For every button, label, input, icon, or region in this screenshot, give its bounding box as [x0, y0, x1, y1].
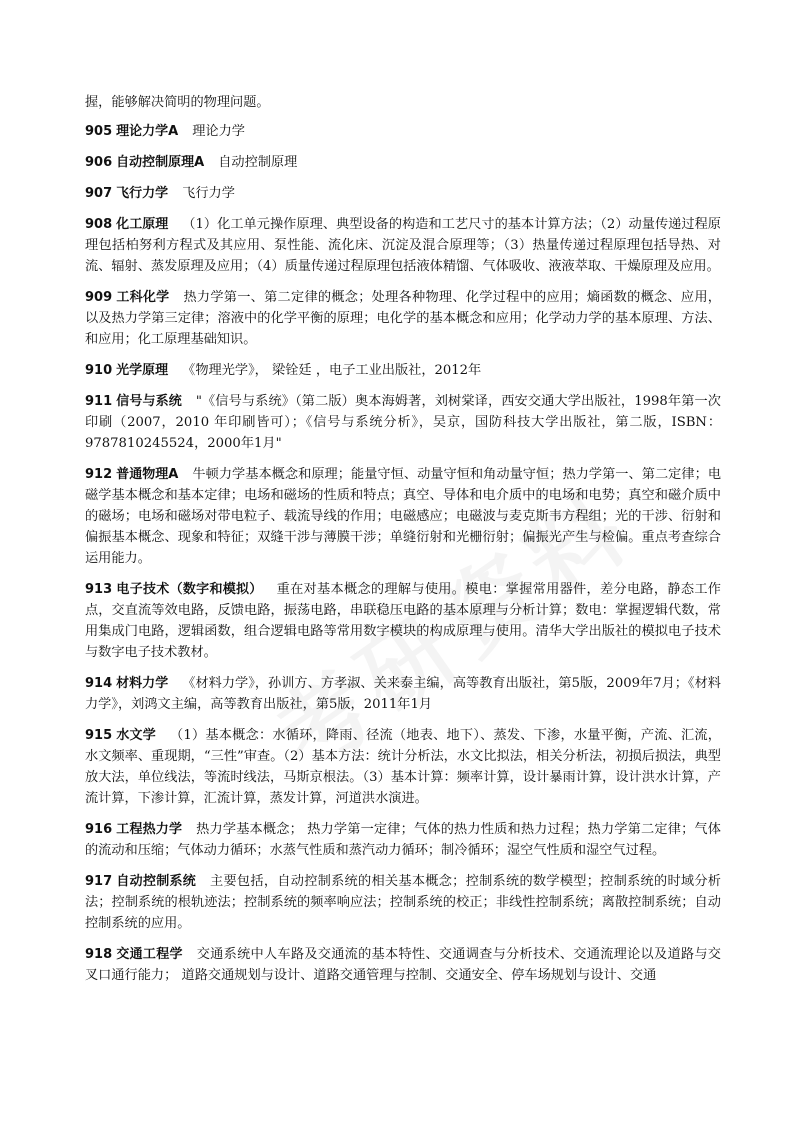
subject-description: 牛顿力学基本概念和原理；能量守恒、动量守恒和角动量守恒；热力学第一、第二定律；电磁学基本概念和基本定律；电场和磁场的性质和特点；真空、导体和电介质中的电场和电势；真空和磁介质中的磁场；电场和磁场对带电粒子、载流导线的作用；电磁感应；电磁波与麦克斯韦方程组；光的干涉、衍射和偏振基本概念、现象和特征；双缝干涉与薄膜干涉；单缝衍射和光栅衍射；偏振光产生与检偏。重点考查综合运用能力。: [85, 467, 722, 566]
subject-title: 工科化学: [116, 290, 170, 305]
subject-description: "《信号与系统》（第二版）奥本海姆著，刘树棠译，西安交通大学出版社，1998年第一次印刷（2007，2010 年印刷皆可）；《信号与系统分析》，吴京，国防科技大学出版社，第二版，ISBN：9787810245524，2000年1月": [85, 394, 721, 451]
subject-entry: [85, 725, 721, 809]
continuation-text: 握，能够解决简明的物理问题。: [85, 95, 270, 110]
subject-code: 911: [85, 394, 113, 409]
subject-title: 普通物理A: [116, 467, 179, 482]
subject-description: 主要包括，自动控制系统的相关基本概念；控制系统的数学模型；控制系统的时域分析法；控制系统的根轨迹法；控制系统的频率响应法；控制系统的校正；非线性控制系统；离散控制系统；自动控制系统的应用。: [85, 874, 721, 931]
subject-title: 信号与系统: [116, 394, 182, 409]
subject-code: 906: [85, 155, 113, 170]
subject-title: 材料力学: [116, 676, 169, 691]
subject-entry: [85, 152, 721, 173]
subject-title: 水文学: [116, 728, 156, 743]
subject-entry: [85, 121, 721, 142]
subject-list: [85, 121, 721, 986]
subject-description: 理论力学: [192, 124, 245, 139]
subject-code: 905: [85, 124, 113, 139]
subject-entry: [85, 819, 721, 861]
subject-entry: [85, 183, 721, 204]
subject-entry: [85, 464, 721, 569]
subject-description: 飞行力学: [182, 186, 235, 201]
subject-code: 918: [85, 947, 113, 962]
subject-title: 电子技术（数字和模拟）: [116, 582, 263, 597]
subject-entry: [85, 391, 721, 454]
subject-entry: [85, 287, 721, 350]
subject-entry: [85, 360, 721, 381]
subject-code: 907: [85, 186, 113, 201]
subject-description: 热力学第一、第二定律的概念；处理各种物理、化学过程中的应用；熵函数的概念、应用，以及热力学第三定律；溶液中的化学平衡的原理；电化学的基本概念和应用；化学动力学的基本原理、方法、和应用；化工原理基础知识。: [85, 290, 721, 347]
subject-title: 交通工程学: [116, 947, 183, 962]
subject-entry: [85, 944, 721, 986]
subject-description: 交通系统中人车路及交通流的基本特性、交通调查与分析技术、交通流理论以及道路与交叉口通行能力； 道路交通规划与设计、道路交通管理与控制、交通安全、停车场规划与设计、交通: [85, 947, 721, 983]
subject-description: 热力学基本概念； 热力学第一定律；气体的热力性质和热力过程；热力学第二定律；气体的流动和压缩；气体动力循环；水蒸气性质和蒸汽动力循环；制冷循环；湿空气性质和湿空气过程。: [85, 822, 721, 858]
subject-code: 917: [85, 874, 113, 889]
subject-description: 《材料力学》，孙训方、方孝淑、关来泰主编，高等教育出版社，第5版，2009年7月；《材料力学》，刘鸿文主编，高等教育出版社，第5版，2011年1月: [85, 676, 721, 712]
subject-title: 理论力学A: [116, 124, 179, 139]
subject-entry: [85, 579, 721, 663]
subject-code: 915: [85, 728, 113, 743]
subject-description: 自动控制原理: [218, 155, 298, 170]
document-page: [85, 92, 721, 996]
subject-code: 913: [85, 582, 113, 597]
subject-title: 工程热力学: [116, 822, 183, 837]
subject-title: 飞行力学: [116, 186, 169, 201]
subject-code: 914: [85, 676, 113, 691]
subject-description: 《物理光学》， 梁铨廷 ，电子工业出版社，2012年: [182, 363, 482, 378]
subject-code: 916: [85, 822, 113, 837]
subject-description: （1）基本概念：水循环，降雨、径流（地表、地下）、蒸发、下渗，水量平衡，产流、汇流，水文频率、重现期，“三性”审查。（2）基本方法：统计分析法，水文比拟法，相关分析法，初损后损法，典型放大法，单位线法，等流时线法，马斯京根法。（3）基本计算：频率计算，设计暴雨计算，设计洪水计算，产流计算，下渗计算，汇流计算，蒸发计算，河道洪水演进。: [85, 728, 721, 806]
subject-description: （1）化工单元操作原理、典型设备的构造和工艺尺寸的基本计算方法；（2）动量传递过程原理包括柏努利方程式及其应用、泵性能、流化床、沉淀及混合原理等；（3）热量传递过程原理包括导热、对流、辐射、蒸发原理及应用；（4）质量传递过程原理包括液体精馏、气体吸收、液液萃取、干燥原理及应用。: [85, 217, 721, 274]
subject-code: 912: [85, 467, 113, 482]
subject-description: 重在对基本概念的理解与使用。模电：掌握常用器件，差分电路，静态工作点，交直流等效电路，反馈电路，振荡电路，串联稳压电路的基本原理与分析计算；数电：掌握逻辑代数，常用集成门电路，逻辑函数，组合逻辑电路等常用数字模块的构成原理与使用。清华大学出版社的模拟电子技术与数字电子技术教材。: [85, 582, 721, 660]
subject-entry: [85, 214, 721, 277]
subject-code: 909: [85, 290, 113, 305]
subject-title: 自动控制原理A: [116, 155, 205, 170]
subject-entry: [85, 673, 721, 715]
subject-title: 自动控制系统: [116, 874, 197, 889]
subject-title: 光学原理: [116, 363, 169, 378]
subject-entry: [85, 871, 721, 934]
subject-code: 910: [85, 363, 113, 378]
subject-code: 908: [85, 217, 113, 232]
subject-title: 化工原理: [116, 217, 169, 232]
